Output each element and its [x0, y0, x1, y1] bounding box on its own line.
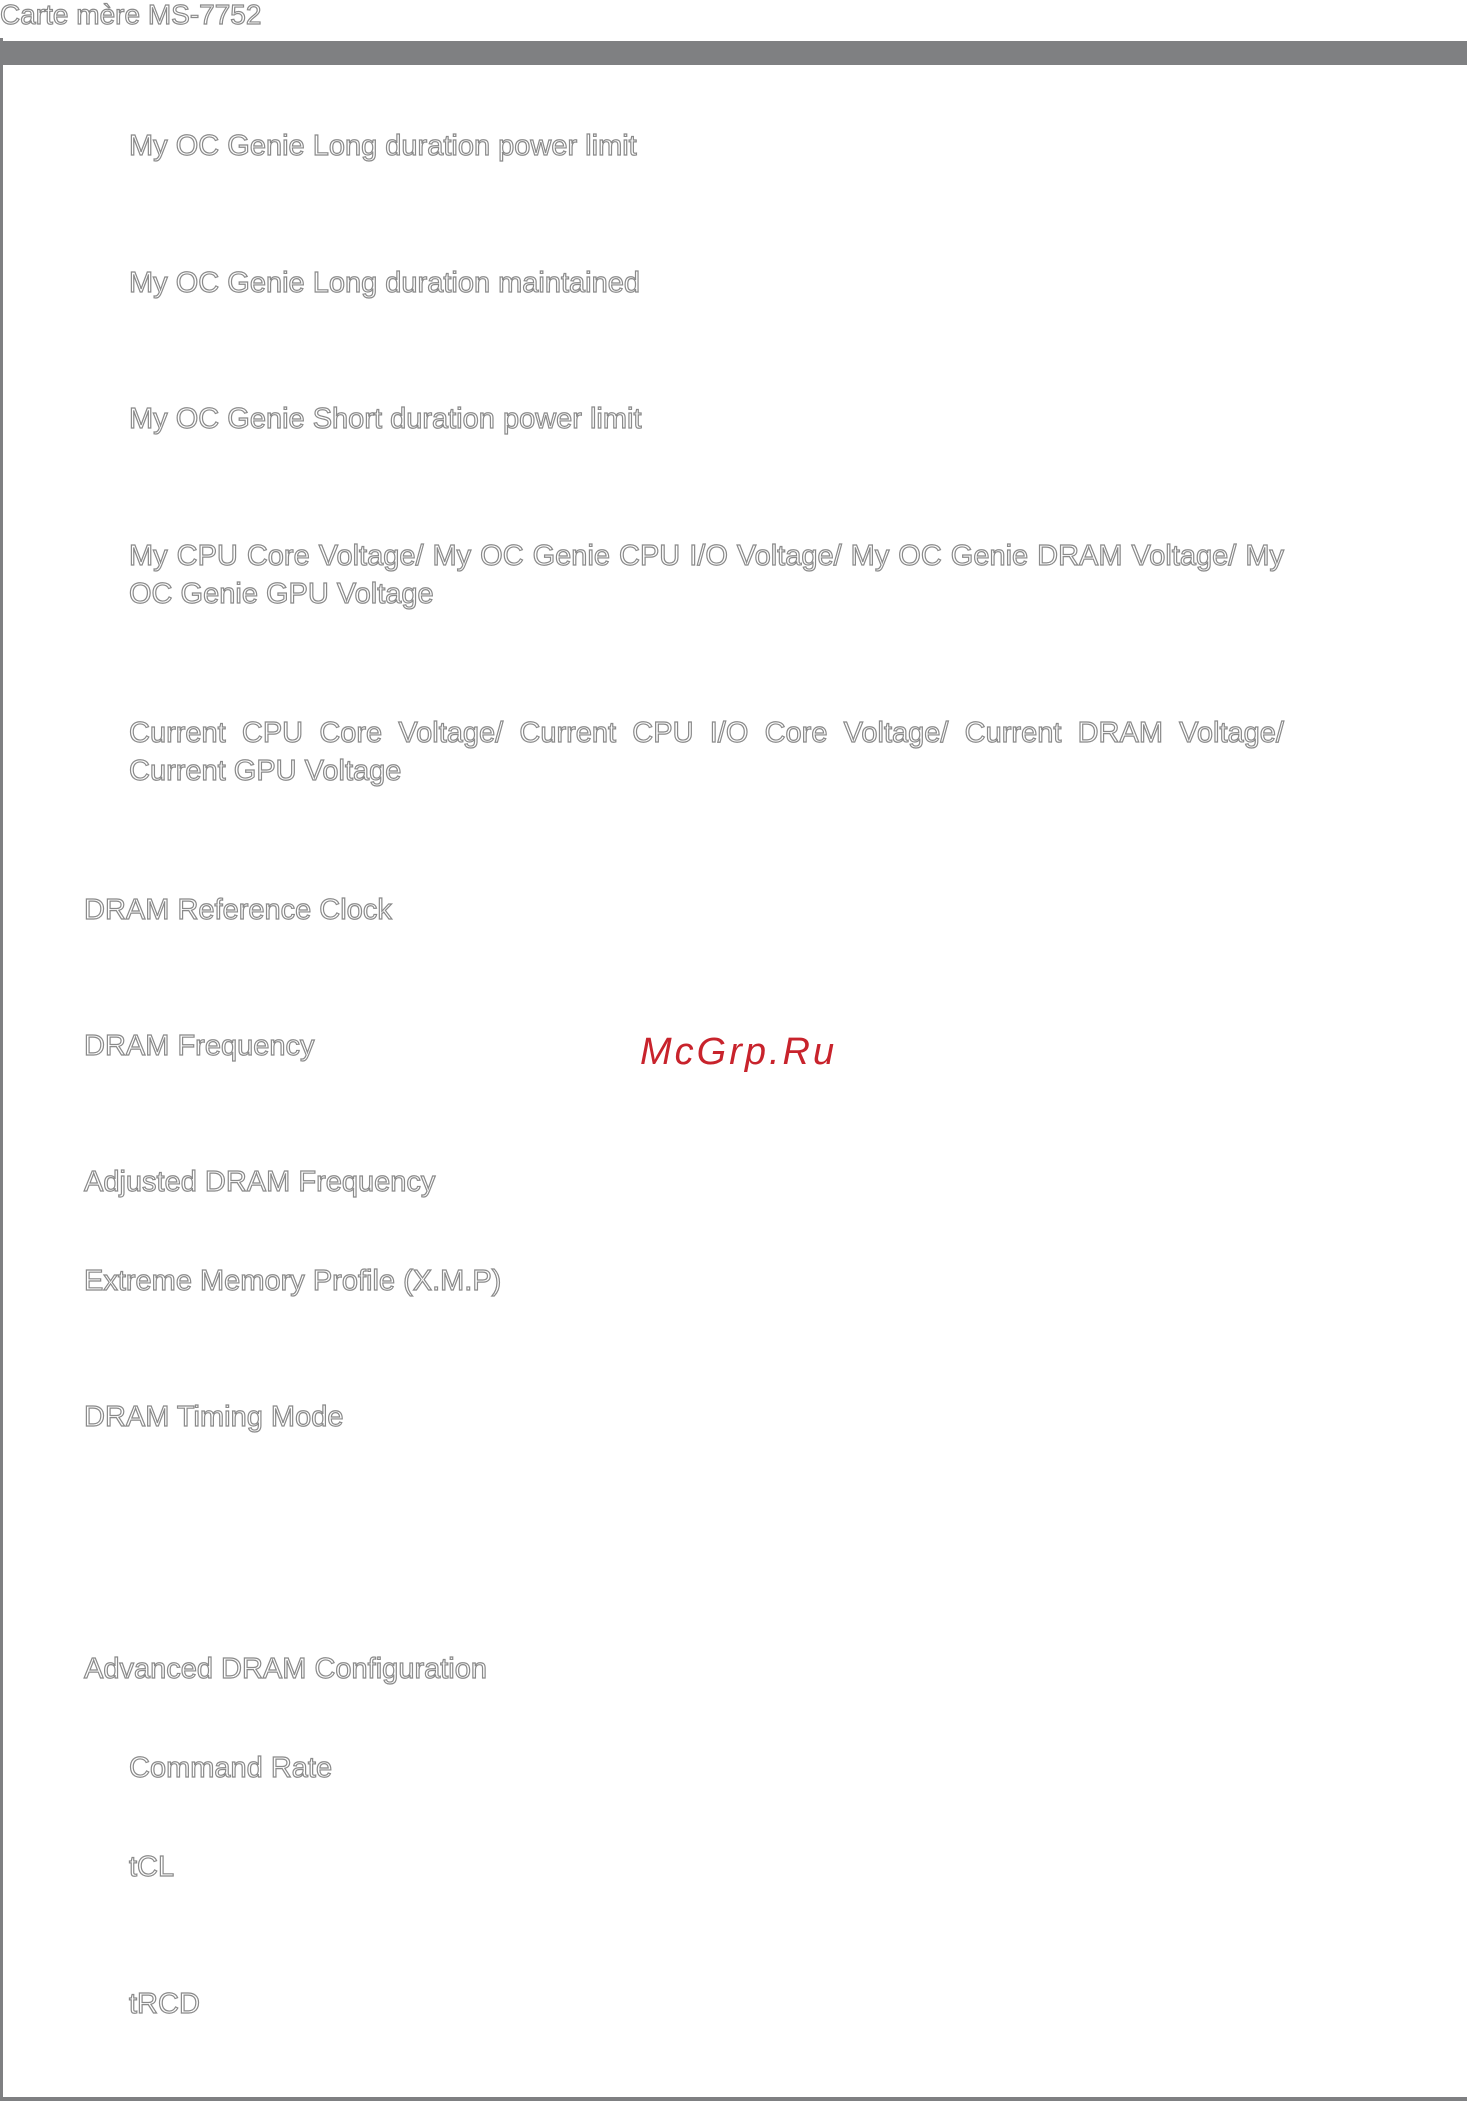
- setting-dram-frequency: DRAM Frequency: [84, 1030, 315, 1062]
- left-frame-border: [0, 38, 3, 2100]
- setting-oc-genie-voltages: My CPU Core Voltage/ My OC Genie CPU I/O Voltage/ My OC Genie DRAM Voltage/ My OC Genie GPU Voltage: [129, 540, 1284, 610]
- bottom-frame-border: [0, 2097, 1467, 2101]
- setting-tcl: tCL: [129, 1851, 175, 1883]
- setting-command-rate: Command Rate: [129, 1752, 333, 1784]
- header-rule: [3, 41, 1467, 65]
- setting-advanced-dram-configuration: Advanced DRAM Configuration: [84, 1653, 487, 1685]
- watermark-text: McGrp.Ru: [640, 1031, 838, 1073]
- setting-dram-reference-clock: DRAM Reference Clock: [84, 894, 392, 926]
- setting-oc-genie-long-duration-maintained: My OC Genie Long duration maintained: [129, 267, 641, 299]
- setting-oc-genie-short-duration-power-limit: My OC Genie Short duration power limit: [129, 403, 642, 435]
- setting-adjusted-dram-frequency: Adjusted DRAM Frequency: [84, 1166, 436, 1198]
- setting-oc-genie-long-duration-power-limit: My OC Genie Long duration power limit: [129, 130, 637, 162]
- setting-current-voltages: Current CPU Core Voltage/ Current CPU I/O Core Voltage/ Current DRAM Voltage/ Current GPU Voltage: [129, 717, 1284, 787]
- setting-dram-timing-mode: DRAM Timing Mode: [84, 1401, 344, 1433]
- setting-trcd: tRCD: [129, 1988, 200, 2020]
- page-header-model: Carte mère MS-7752: [0, 0, 262, 30]
- setting-extreme-memory-profile: Extreme Memory Profile (X.M.P): [84, 1265, 502, 1297]
